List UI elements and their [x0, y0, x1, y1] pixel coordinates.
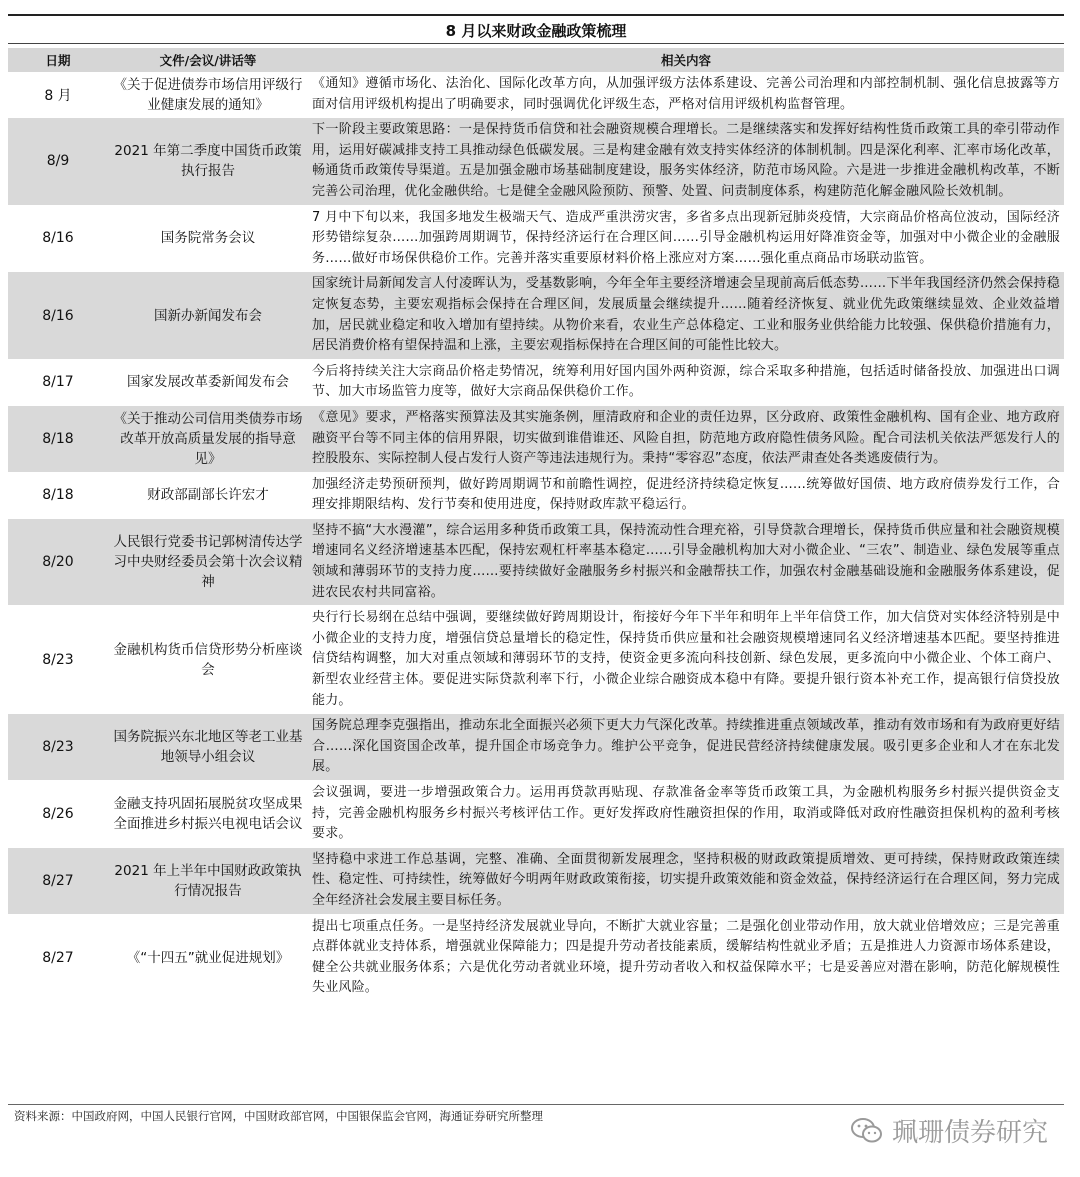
table-header-row [8, 48, 1064, 72]
row-date: 8/27 [8, 914, 108, 1001]
row-document: 国务院振兴东北地区等老工业基地领导小组会议 [108, 714, 308, 781]
table-row [8, 714, 1064, 781]
table-row [8, 272, 1064, 359]
row-document: 财政部副部长许宏才 [108, 472, 308, 518]
table-row [8, 518, 1064, 605]
header-doc: 文件/会议/讲话等 [108, 48, 308, 72]
row-content: 提出七项重点任务。一是坚持经济发展就业导向，不断扩大就业容量；二是强化创业带动作用，放大就业倍增效应；三是完善重点群体就业支持体系，增强就业保障能力；四是提升劳动者技能素质，缓解结构性就业矛盾；五是推进人力资源市场体系建设，健全公共就业服务体系；六是优化劳动者就业环境，提升劳动者收入和权益保障水平；七是妥善应对潜在影响，防范化解规模性失业风险。 [308, 914, 1064, 1001]
row-content: 下一阶段主要政策思路：一是保持货币信贷和社会融资规模合理增长。二是继续落实和发挥好结构性货币政策工具的牵引带动作用，运用好碳减排支持工具推动绿色低碳发展。三是构建金融有效支持实体经济的体制机制。四是深化利率、汇率市场化改革，畅通货币政策传导渠道。五是加强金融市场基础制度建设，服务实体经济，防范市场风险。六是进一步推进金融机构改革，不断完善公司治理，优化金融供给。七是健全金融风险预防、预警、处置、问责制度体系，构建防范化解金融风险长效机制。 [308, 118, 1064, 205]
row-date: 8 月 [8, 72, 108, 118]
row-document: 国新办新闻发布会 [108, 272, 308, 359]
row-document: 金融机构货币信贷形势分析座谈会 [108, 606, 308, 714]
row-content: 7 月中下旬以来，我国多地发生极端天气、造成严重洪涝灾害，多省多点出现新冠肺炎疫情，大宗商品价格高位波动，国际经济形势错综复杂……加强跨周期调节，保持经济运行在合理区间……引导金融机构运用好降准资金等，加强对中小微企业的金融服务……做好市场保供稳价工作。完善并落实重要原材料价格上涨应对方案……强化重点商品市场联动监管。 [308, 205, 1064, 272]
row-date: 8/16 [8, 205, 108, 272]
source-divider [8, 1104, 1064, 1105]
row-date: 8/18 [8, 472, 108, 518]
row-date: 8/18 [8, 405, 108, 472]
row-content: 坚持不搞“大水漫灌”，综合运用多种货币政策工具，保持流动性合理充裕，引导贷款合理增长，保持货币供应量和社会融资规模增速同名义经济增速基本匹配，保持宏观杠杆率基本稳定……引导金融机构加大对小微企业、“三农”、制造业、绿色发展等重点领域和薄弱环节的支持力度……要持续做好金融服务乡村振兴和金融帮扶工作，加强农村金融基础设施和金融服务体系建设，促进农民农村共同富裕。 [308, 518, 1064, 605]
row-content: 加强经济走势预研预判，做好跨周期调节和前瞻性调控，促进经济持续稳定恢复……统筹做好国债、地方政府债券发行工作，合理安排期限结构、发行节奏和使用进度，保持财政库款平稳运行。 [308, 472, 1064, 518]
table-row [8, 72, 1064, 118]
header-content: 相关内容 [308, 48, 1064, 72]
row-document: 《“十四五”就业促进规划》 [108, 914, 308, 1001]
row-document: 2021 年第二季度中国货币政策执行报告 [108, 118, 308, 205]
row-date: 8/16 [8, 272, 108, 359]
table-row [8, 914, 1064, 1001]
row-date: 8/26 [8, 781, 108, 848]
row-content: 国家统计局新闻发言人付凌晖认为，受基数影响，今年全年主要经济增速会呈现前高后低态势……下半年我国经济仍然会保持稳定恢复态势，主要宏观指标会保持在合理区间，发展质量会继续提升……随着经济恢复、就业优先政策继续显效、企业效益增加，居民就业稳定和收入增加有望持续。从物价来看，农业生产总体稳定、工业和服务业供给能力比较强、保供稳价措施有力，居民消费价格有望保持温和上涨，主要宏观指标保持在合理区间的可能性比较大。 [308, 272, 1064, 359]
table-row [8, 606, 1064, 714]
table-row [8, 781, 1064, 848]
row-date: 8/23 [8, 714, 108, 781]
row-document: 国家发展改革委新闻发布会 [108, 359, 308, 405]
row-content: 今后将持续关注大宗商品价格走势情况，统筹利用好国内国外两种资源，综合采取多种措施，包括适时储备投放、加强进出口调节、加大市场监管力度等，做好大宗商品保供稳价工作。 [308, 359, 1064, 405]
table-row [8, 472, 1064, 518]
row-document: 金融支持巩固拓展脱贫攻坚成果 全面推进乡村振兴电视电话会议 [108, 781, 308, 848]
policy-table [8, 48, 1064, 1002]
row-document: 《关于推动公司信用类债券市场改革开放高质量发展的指导意见》 [108, 405, 308, 472]
watermark [850, 1112, 1048, 1149]
row-document: 国务院常务会议 [108, 205, 308, 272]
row-content: 《意见》要求，严格落实预算法及其实施条例，厘清政府和企业的责任边界，区分政府、政策性金融机构、国有企业、地方政府融资平台等不同主体的信用界限，切实做到谁借谁还、风险自担，防范地方政府隐性债务风险。配合司法机关依法严惩发行人的控股股东、实际控制人侵占发行人资产等违法违规行为。秉持“零容忍”态度，依法严肃查处各类逃废债行为。 [308, 405, 1064, 472]
row-content: 会议强调，要进一步增强政策合力。运用再贷款再贴现、存款准备金率等货币政策工具，为金融机构服务乡村振兴提供资金支持，完善金融机构服务乡村振兴考核评估工作。更好发挥政府性融资担保的作用，取消或降低对政府性融资担保机构的盈利考核要求。 [308, 781, 1064, 848]
table-row [8, 405, 1064, 472]
table-body [8, 72, 1064, 1001]
header-date: 日期 [8, 48, 108, 72]
source-note: 资料来源：中国政府网，中国人民银行官网，中国财政部官网，中国银保监会官网，海通证券研究所整理 [14, 1109, 543, 1123]
row-document: 《关于促进债券市场信用评级行业健康发展的通知》 [108, 72, 308, 118]
row-date: 8/27 [8, 847, 108, 914]
watermark-text: 珮珊债券研究 [891, 1118, 1048, 1148]
row-date: 8/9 [8, 118, 108, 205]
table-row [8, 359, 1064, 405]
row-content: 坚持稳中求进工作总基调，完整、准确、全面贯彻新发展理念，坚持积极的财政政策提质增效、更可持续，保持财政政策连续性、稳定性、可持续性，统筹做好今明两年财政政策衔接，切实提升政策效能和资金效益，保持经济运行在合理区间，努力完成全年经济社会发展主要目标任务。 [308, 847, 1064, 914]
wechat-icon [850, 1117, 884, 1145]
row-content: 《通知》遵循市场化、法治化、国际化改革方向，从加强评级方法体系建设、完善公司治理和内部控制机制、强化信息披露等方面对信用评级机构提出了明确要求，同时强调优化评级生态，严格对信用评级机构监督管理。 [308, 72, 1064, 118]
table-row [8, 205, 1064, 272]
row-date: 8/23 [8, 606, 108, 714]
table-row [8, 118, 1064, 205]
row-document: 2021 年上半年中国财政政策执行情况报告 [108, 847, 308, 914]
row-content: 国务院总理李克强指出，推动东北全面振兴必须下更大力气深化改革。持续推进重点领域改革，推动有效市场和有为政府更好结合……深化国资国企改革，提升国企市场竞争力。维护公平竞争，促进民营经济持续健康发展。吸引更多企业和人才在东北发展。 [308, 714, 1064, 781]
page-title: 8 月以来财政金融政策梳理 [8, 14, 1064, 44]
row-date: 8/20 [8, 518, 108, 605]
row-date: 8/17 [8, 359, 108, 405]
row-document: 人民银行党委书记郭树清传达学习中央财经委员会第十次会议精神 [108, 518, 308, 605]
table-row [8, 847, 1064, 914]
row-content: 央行行长易纲在总结中强调，要继续做好跨周期设计，衔接好今年下半年和明年上半年信贷工作，加大信贷对实体经济特别是中小微企业的支持力度，增强信贷总量增长的稳定性，保持货币供应量和社会融资规模增速同名义经济增速基本匹配。要坚持推进信贷结构调整，加大对重点领域和薄弱环节的支持，使资金更多流向科技创新、绿色发展，更多流向中小微企业、个体工商户、新型农业经营主体。要促进实际贷款利率下行，小微企业综合融资成本稳中有降。要提升银行资本补充工作，提高银行信贷投放能力。 [308, 606, 1064, 714]
